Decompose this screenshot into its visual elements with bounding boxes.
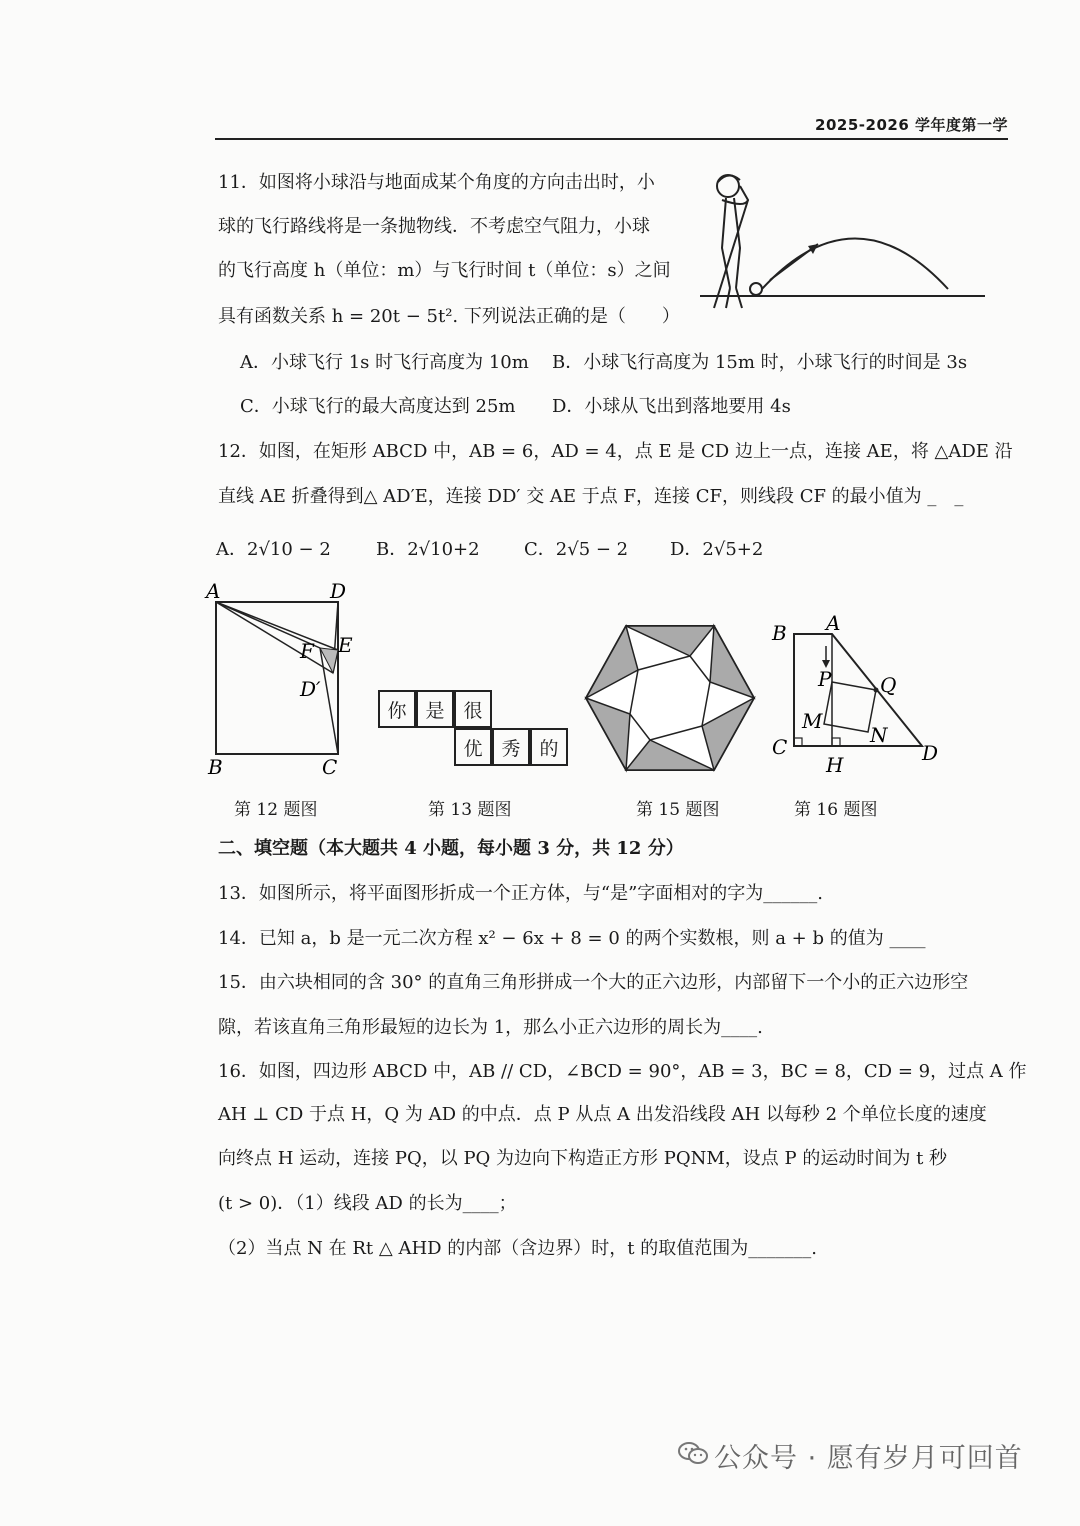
fig12-label-a: A [206, 579, 221, 603]
fig12-label-b: B [208, 755, 223, 778]
cube-cell: 你 [378, 690, 416, 728]
fig16-label-n: N [870, 723, 888, 747]
q11-line-1: 11．如图将小球沿与地面成某个角度的方向击出时，小 [218, 172, 655, 193]
fig16-label-q: Q [880, 673, 897, 697]
q12-option-c: C．2√5 − 2 [524, 539, 629, 560]
fig15-caption: 第 15 题图 [636, 800, 720, 820]
q11-option-a: A．小球飞行 1s 时飞行高度为 10m [240, 352, 529, 373]
figure-15-hexagon [582, 622, 758, 774]
q11-line-3: 的飞行高度 h（单位：m）与飞行时间 t（单位：s）之间 [218, 260, 671, 281]
figure-13-cube-net [378, 690, 574, 780]
section-2-title: 二、填空题（本大题共 4 小题，每小题 3 分，共 12 分） [218, 838, 684, 859]
fig16-caption: 第 16 题图 [794, 800, 878, 820]
fig12-label-c: C [322, 755, 338, 778]
q11-option-b: B．小球飞行高度为 15m 时，小球飞行的时间是 3s [552, 352, 968, 373]
q16-line-1: 16．如图，四边形 ABCD 中，AB // CD，∠BCD = 90°，AB = 3，BC = 8，CD = 9，过点 A 作 [218, 1061, 1027, 1082]
fig16-label-d: D [922, 741, 939, 765]
golfer-figure [700, 168, 990, 318]
fig16-label-m: M [802, 709, 823, 733]
fig16-label-p: P [818, 667, 832, 691]
cube-cell: 是 [416, 690, 454, 728]
q14-text: 14．已知 a，b 是一元二次方程 x² − 6x + 8 = 0 的两个实数根，则 a + b 的值为 ____ [218, 928, 926, 949]
cube-cell: 优 [454, 728, 492, 766]
fig16-label-b: B [772, 621, 787, 645]
fig16-label-h: H [826, 753, 844, 777]
fig12-label-d: D [330, 579, 347, 603]
q11-option-c: C．小球飞行的最大高度达到 25m [240, 396, 516, 417]
fig12-label-e: E [338, 633, 353, 657]
fig16-label-a: A [826, 611, 841, 635]
wechat-icon [678, 1441, 708, 1465]
q12-line-1: 12．如图，在矩形 ABCD 中，AB = 6，AD = 4，点 E 是 CD 边上一点，连接 AE，将 △ADE 沿 [218, 441, 1013, 462]
header-rule [215, 138, 1008, 140]
cube-cell: 的 [530, 728, 568, 766]
q11-line-4: 具有函数关系 h = 20t − 5t². 下列说法正确的是（ ） [218, 306, 680, 327]
figure-12-rectangle [200, 578, 370, 778]
q16-line-2: AH ⊥ CD 于点 H，Q 为 AD 的中点．点 P 从点 A 出发沿线段 AH 以每秒 2 个单位长度的速度 [218, 1104, 987, 1125]
q16-line-5: （2）当点 N 在 Rt △ AHD 的内部（含边界）时，t 的取值范围为_______. [218, 1238, 817, 1259]
q16-line-4: (t > 0)．（1）线段 AD 的长为____； [218, 1193, 517, 1214]
fig12-label-f: F [300, 639, 314, 663]
q12-line-2: 直线 AE 折叠得到△ AD′E，连接 DD′ 交 AE 于点 F，连接 CF，则线段 CF 的最小值为 _ _ [218, 486, 964, 507]
fig16-label-c: C [772, 735, 788, 759]
q11-option-d: D．小球从飞出到落地要用 4s [552, 396, 791, 417]
figure-16-trapezoid [766, 610, 952, 785]
q16-line-3: 向终点 H 运动，连接 PQ，以 PQ 为边向下构造正方形 PQNM，设点 P 的运动时间为 t 秒 [218, 1148, 948, 1169]
q11-line-2: 球的飞行路线将是一条抛物线．不考虑空气阻力，小球 [218, 216, 650, 237]
cube-cell: 秀 [492, 728, 530, 766]
q15-line-1: 15．由六块相同的含 30° 的直角三角形拼成一个大的正六边形，内部留下一个小的正六边形空 [218, 972, 969, 993]
q12-option-d: D．2√5+2 [670, 539, 764, 560]
q15-line-2: 隙，若该直角三角形最短的边长为 1，那么小正六边形的周长为____. [218, 1017, 763, 1038]
q12-option-b: B．2√10+2 [376, 539, 480, 560]
q12-option-a: A．2√10 − 2 [216, 539, 331, 560]
fig12-caption: 第 12 题图 [234, 800, 318, 820]
watermark-text: 公众号 · 愿有岁月可回首 [714, 1443, 1023, 1474]
exam-header-title: 2025-2026 学年度第一学 [815, 116, 1008, 134]
q13-text: 13．如图所示，将平面图形折成一个正方体，与“是”字面相对的字为______. [218, 883, 824, 904]
fig12-label-dprime: D′ [300, 677, 321, 701]
cube-cell: 很 [454, 690, 492, 728]
fig13-caption: 第 13 题图 [428, 800, 512, 820]
